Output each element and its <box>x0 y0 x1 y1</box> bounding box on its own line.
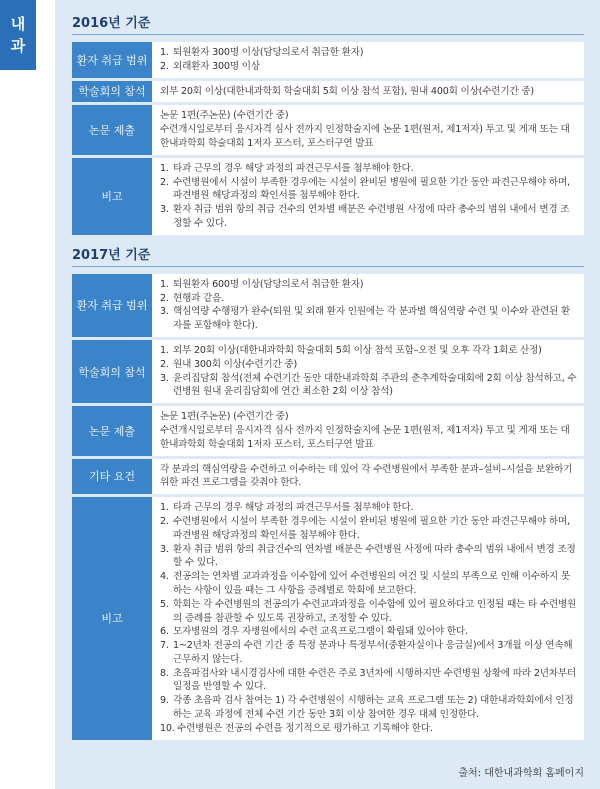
item-text: 수련개시일로부터 응시자격 심사 전까지 인정학술지에 논문 1편(원저, 제1저자) 투고 및 게재 또는 대한내과학회 학술대회 1저자 포스터, 포스터구연 발표 <box>160 124 570 149</box>
row-remarks <box>72 497 584 740</box>
item-number: 3. <box>160 543 169 555</box>
item-text: 윤리집담회 참석(전체 수련기간 동안 대한내과학회 주관의 춘추계학술대회에 2회 이상 참석하고, 수련병원 원내 윤리집담회에 연간 최소한 2회 이상 참석) <box>173 372 577 398</box>
item-text: 퇴원환자 300명 이상(담당의로서 취급한 환자) <box>173 47 364 58</box>
list-item <box>160 305 578 333</box>
item-text: 환자 취급 범위 항의 취급건수의 연차별 배분은 수련병원 사정에 따라 총수의 범위 내에서 변경 조정할 수 있다. <box>173 543 576 569</box>
row-label: 논문 제출 <box>72 406 152 455</box>
list-item <box>160 543 578 571</box>
item-text: 수련개시일로부터 응시자격 심사 전까지 인정학술지에 논문 1편(원저, 제1저자) 투고 및 게재 또는 대한내과학회 학술대회 1저자 포스터, 포스터구연 발표 <box>160 424 570 450</box>
list-item <box>160 625 578 639</box>
item-text: 퇴원환자 600명 이상(담당의로서 취급한 환자) <box>173 278 364 290</box>
criteria-table-2017 <box>72 271 584 743</box>
row-body <box>152 459 584 495</box>
row-body <box>152 105 584 154</box>
item-text: 외래환자 300명 이상 <box>173 60 260 72</box>
item-number: 7. <box>160 640 169 652</box>
list-item <box>160 694 578 722</box>
item-number: 10. <box>160 722 175 734</box>
item-number: 2. <box>160 515 169 527</box>
criteria-table-2016 <box>72 39 584 238</box>
item-text: 학회는 각 수련병원의 전공의가 수련교과과정을 이수함에 있어 필요하다고 인정될 때는 타 수련병원의 증례를 참관할 수 있도록 권장하고, 조정할 수 있다. <box>173 598 577 624</box>
item-number: 1. <box>160 502 169 514</box>
item-text: 논문 1편(주논문) (수련기간 중) <box>160 110 289 122</box>
item-text: 수련병원에서 시설이 부족한 경우에는 시설이 완비된 병원에 필요한 기간 동안 파견근무해야 하며, 파견병원 해당과정의 확인서를 첨부해야 한다. <box>173 515 570 541</box>
item-text: 핵심역량 수행평가 완수(퇴원 및 외래 환자 인원에는 각 분과별 핵심역량 수련 및 이수와 관련된 환자를 포함해야 한다). <box>173 306 571 332</box>
item-number: 9. <box>160 695 169 707</box>
item-text: 외부 20회 이상(대한내과학회 학술대회 5회 이상 참석 포함–오전 및 오후 각각 1회로 산정) <box>173 344 542 356</box>
item-number: 3. <box>160 306 169 318</box>
row-paper <box>72 105 584 154</box>
row-label: 기타 요건 <box>72 459 152 495</box>
row-label: 논문 제출 <box>72 105 152 154</box>
list-item <box>160 358 578 372</box>
row-conference <box>72 81 584 103</box>
list-item <box>160 515 578 543</box>
item-number: 4. <box>160 571 169 583</box>
row-body <box>152 274 584 337</box>
row-conference <box>72 340 584 403</box>
item-text: 모자병원의 경우 자병원에서의 수련 교육프로그램이 확립돼 있어야 한다. <box>173 626 468 638</box>
tab-char-1: 내 <box>10 15 26 33</box>
row-label: 비고 <box>72 497 152 740</box>
row-body <box>152 340 584 403</box>
item-text: 원내 300회 이상(수련기간 중) <box>173 358 298 370</box>
item-number: 5. <box>160 598 169 610</box>
source-credit: 출처: 대한내과학회 홈페이지 <box>458 768 584 779</box>
item-text: 타과 근무의 경우 해당 과정의 파견근무서를 첨부해야 한다. <box>173 162 414 174</box>
row-patient-range <box>72 42 584 78</box>
list-item <box>160 46 578 60</box>
row-body <box>152 497 584 740</box>
item-text: 초음파검사와 내시경검사에 대한 수련은 주로 3년차에 시행하지만 수련병원 상황에 따라 2년차부터 일정을 반영할 수 있다. <box>173 667 577 693</box>
row-other-requirements <box>72 459 584 495</box>
row-paper <box>72 406 584 455</box>
row-body <box>152 158 584 235</box>
item-number: 8. <box>160 667 169 679</box>
row-body <box>152 42 584 78</box>
item-text: 타과 근무의 경우 해당 과정의 파견근무서를 첨부해야 한다. <box>173 502 414 514</box>
list-item <box>160 598 578 626</box>
row-body <box>152 406 584 455</box>
item-number: 6. <box>160 626 169 638</box>
list-item <box>160 722 578 736</box>
item-number: 2. <box>160 176 169 188</box>
year-heading-2016: 2016년 기준 <box>72 14 584 35</box>
list-item <box>160 292 578 306</box>
item-text: 1~2년차 전공의 수련 기간 중 특정 분과나 특정부서(중환자실이나 응급실)에서 3개월 이상 연속해 근무하지 않는다. <box>173 640 573 665</box>
list-item <box>160 278 578 292</box>
department-tab <box>0 0 36 70</box>
item-text: 수련병원에서 시설이 부족한 경우에는 시설이 완비된 병원에 필요한 기간 동안 파견근무해야 하며, 파견병원 해당과정의 확인서를 첨부해야 한다. <box>173 176 570 202</box>
item-text: 논문 1편(주논문) (수련기간 중) <box>160 411 289 423</box>
list-item <box>160 570 578 598</box>
item-text: 전공의는 연차별 교과과정을 이수함에 있어 수련병원의 여건 및 시설의 부족으로 인해 이수하지 못하는 사항이 있을 때는 그 사항을 증례별로 학회에 보고한다. <box>173 571 570 596</box>
year-heading-2017: 2017년 기준 <box>72 246 584 267</box>
item-number: 1. <box>160 344 169 356</box>
item-number: 3. <box>160 204 169 216</box>
tab-char-2: 과 <box>10 37 26 55</box>
list-item <box>160 639 578 667</box>
criteria-content <box>72 14 584 743</box>
row-body <box>152 81 584 103</box>
item-text: 외부 20회 이상(대한내과학회 학술대회 5회 이상 참석 포함), 원내 400회 이상(수련기간 중) <box>160 85 534 97</box>
row-label: 환자 취급 범위 <box>72 42 152 78</box>
row-label: 비고 <box>72 158 152 235</box>
list-item <box>160 344 578 358</box>
list-item <box>160 60 578 74</box>
row-remarks <box>72 158 584 235</box>
list-item <box>160 501 578 515</box>
list-item <box>160 162 578 176</box>
item-number: 2. <box>160 292 169 304</box>
item-text: 각종 초음파 검사 참여는 1) 각 수련병원이 시행하는 교육 프로그램 또는 2) 대한내과학회에서 인정하는 교육 과정에 전체 수련 기간 동안 3회 이상 참여한 경우 대체 인정한다. <box>173 695 574 721</box>
row-label: 환자 취급 범위 <box>72 274 152 337</box>
item-text: 환자 취급 범위 항의 취급 건수의 연차별 배분은 수련병원 사정에 따라 총수의 범위 내에서 변경 조정할 수 있다. <box>173 204 570 229</box>
item-text: 현행과 같음. <box>173 292 225 304</box>
list-item <box>160 372 578 400</box>
item-number: 2. <box>160 358 169 370</box>
item-number: 1. <box>160 47 169 58</box>
item-text: 각 분과의 핵심역량을 수련하고 이수하는 데 있어 각 수련병원에서 부족한 분과–설비–시설을 보완하기 위한 파견 프로그램을 갖춰야 한다. <box>160 463 573 489</box>
list-item <box>160 667 578 695</box>
row-patient-range <box>72 274 584 337</box>
item-text: 수련병원은 전공의 수련을 정기적으로 평가하고 기록해야 한다. <box>177 722 433 734</box>
row-label: 학술회의 참석 <box>72 340 152 403</box>
item-number: 1. <box>160 162 169 174</box>
list-item <box>160 203 578 231</box>
row-label: 학술회의 참석 <box>72 81 152 103</box>
item-number: 3. <box>160 372 169 384</box>
list-item <box>160 176 578 204</box>
item-number: 2. <box>160 60 169 72</box>
item-number: 1. <box>160 278 169 290</box>
